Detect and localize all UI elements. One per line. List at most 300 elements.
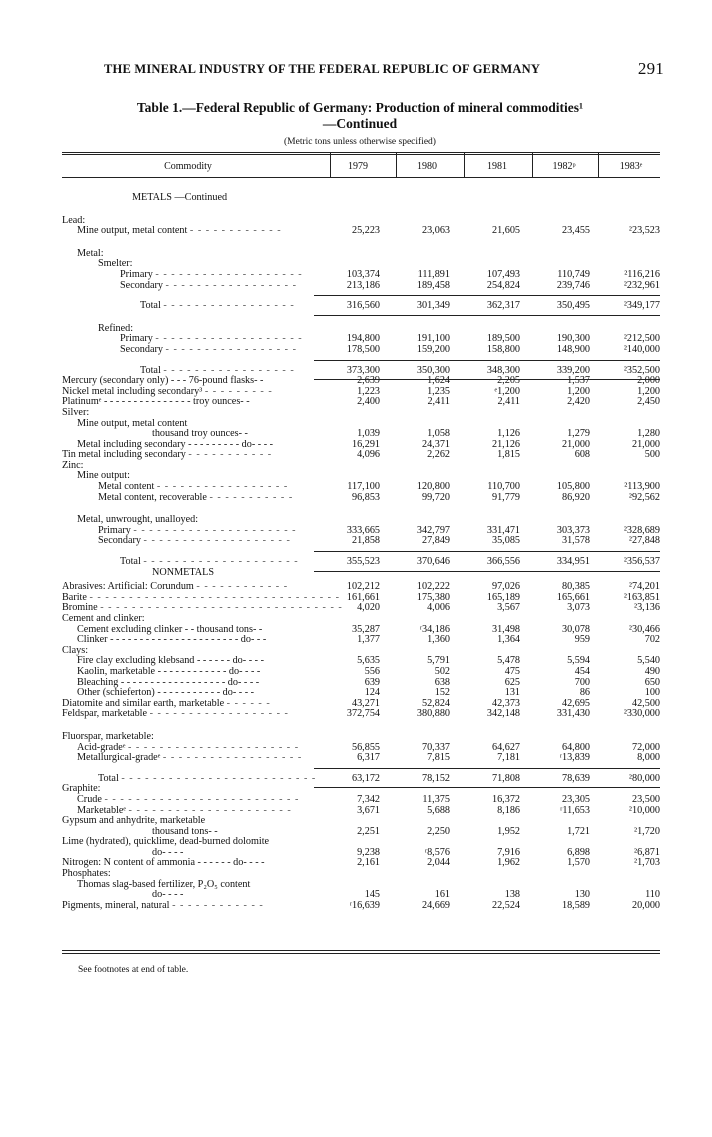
value-1983: ²6,871 [634,846,660,858]
value-1980: 1,360 [427,634,450,646]
commodity-name: Mercury (secondary only) - - - 76-pound flasks- - [62,375,264,387]
value-1980: 370,646 [416,556,450,568]
value-1981: 110,700 [487,481,520,493]
value-1983 [590,408,660,419]
dot-leader: - - - - - - - - - - - - - - - - - - [162,752,303,764]
value-1980: 5,688 [427,804,450,816]
table-row [62,578,660,593]
value-1981: 71,808 [491,772,520,784]
value-1980: 191,100 [416,333,450,345]
commodity-label [62,503,314,526]
value-1981: 1,815 [497,449,520,461]
value-1980: 11,375 [422,793,450,805]
value-1982: 31,578 [561,535,590,547]
value-1980: 24,669 [421,899,450,911]
value-1980 [380,720,450,743]
commodity-name: Marketableᵉ [77,804,126,816]
value-1981: 2,411 [497,396,520,408]
value-1979 [314,503,380,526]
value-1980: 380,880 [416,708,450,720]
dot-leader: - - - - - - - - - - - - - - - - - - - - - - - - - - - - - - - [100,602,343,614]
value-1981: 2,205 [497,375,520,387]
value-1982: 165,661 [556,591,590,603]
value-1980: 78,152 [421,772,450,784]
value-1983: 500 [644,449,660,461]
value-1982 [520,408,590,419]
value-1980: 111,891 [417,268,450,280]
table-row [62,536,660,547]
value-1982: 110,749 [557,268,590,280]
value-1983: 1,200 [637,385,660,397]
value-1983 [590,869,660,880]
commodity-label [62,753,314,764]
value-1983: 110 [645,889,660,901]
running-header [104,59,664,78]
value-1982: 1,570 [567,857,590,869]
value-1983 [590,503,660,526]
dot-leader: - - - - - - - - - - - - - - - - - [163,300,295,312]
table-row [62,709,660,720]
value-1981: 1,364 [497,634,520,646]
value-1982: 105,800 [556,481,590,493]
table-row [62,226,660,237]
value-1979: 2,639 [357,375,380,387]
total-rule [314,360,660,361]
value-1982: 608 [574,449,590,461]
value-1979 [314,237,380,260]
commodity-name: Phosphates: [62,868,111,880]
value-1979: 21,858 [351,535,380,547]
commodity-name: Total [140,300,161,312]
commodity-name: thousand tons- - [152,825,218,837]
table-row [62,503,660,526]
commodity-name: Mine output, metal content [77,225,188,237]
value-1982: 350,495 [556,300,590,312]
commodity-name: Kaolin, marketable - - - - - - - - - - - - do- - - - [77,665,261,677]
commodity-name: Clays: [62,644,89,656]
value-1983: 20,000 [631,899,660,911]
value-1979: 3,671 [357,804,380,816]
value-1980 [380,461,450,472]
header-bottom-rule [62,177,660,178]
value-1982: ʳ13,839 [559,752,590,764]
value-1983: ²80,000 [628,772,660,784]
value-1982: 239,746 [556,279,590,291]
value-1983: ²27,848 [628,535,660,547]
commodity-name: Metal content [98,481,155,493]
value-1981: 331,471 [486,524,520,536]
value-1982: 3,073 [567,602,590,614]
value-1981: 22,524 [491,899,520,911]
value-1981: 1,126 [497,428,520,440]
value-1981: 42,373 [491,697,520,709]
table-row [62,345,660,356]
commodity-name: Mine output: [77,470,130,482]
commodity-name: Smelter: [98,258,133,270]
value-1981 [450,720,520,743]
value-1982: 1,279 [567,428,590,440]
col-header-1981: 1981 [487,161,507,172]
value-1981: 254,824 [486,279,520,291]
col-header-commodity: Commodity [164,161,212,172]
table-row [62,603,660,614]
commodity-name: Crude [77,793,102,805]
value-1982: 18,589 [561,899,590,911]
commodity-name: Barite [62,591,87,603]
value-1979 [314,204,380,227]
commodity-label [62,635,314,646]
value-1983: 2,450 [637,396,660,408]
value-1983: 702 [644,634,660,646]
commodity-name: Pigments, mineral, natural [62,899,170,911]
commodity-name: Metal: [77,247,104,259]
value-1980: 638 [434,676,450,688]
value-1980: 301,349 [416,300,450,312]
value-1980 [380,237,450,260]
value-1982 [520,461,590,472]
dot-leader: - - - - - - - - - - - - - - - - - [163,364,295,376]
value-1982: 1,721 [567,825,590,837]
commodity-label [62,450,314,461]
commodity-label [62,901,314,912]
value-1982: 339,200 [556,364,590,376]
value-1981: 16,372 [491,793,520,805]
commodity-label [62,568,314,579]
table-row [62,281,660,292]
commodity-name: Clinker - - - - - - - - - - - - - - - - - - - - - - do- - - [77,634,267,646]
value-1979: 194,800 [346,333,380,345]
commodity-name: Other (schieferton) - - - - - - - - - - - do- - - - [77,687,255,699]
value-1980: 27,849 [421,535,450,547]
commodity-label [62,764,317,785]
value-1980: 1,058 [427,428,450,440]
value-1981: 64,627 [491,741,520,753]
commodity-label [62,312,314,335]
value-1983 [590,461,660,472]
value-1979 [314,869,380,880]
value-1979 [314,614,380,625]
table-row [62,753,660,764]
commodity-name: Gypsum and anhydrite, marketable [62,815,206,827]
dot-leader: - - - - - - - - - - - - - - - - - [165,343,297,355]
value-1980 [380,869,450,880]
value-1982 [520,720,590,743]
value-1979: 372,754 [346,708,380,720]
value-1981: 131 [504,687,520,699]
value-1980: 24,371 [421,438,450,450]
value-1979: 355,523 [346,556,380,568]
value-1982: 1,537 [567,375,590,387]
value-1982: 78,639 [561,772,590,784]
table-row [62,237,660,260]
value-1981: 8,186 [497,804,520,816]
commodity-label [62,578,314,593]
value-1980 [380,408,450,419]
value-1983: ²352,500 [623,364,660,376]
value-1981: 342,148 [486,708,520,720]
commodity-name: Lime (hydrated), quicklime, dead-burned dolomite [62,836,270,848]
value-1979: 35,287 [351,623,380,635]
table-row [62,450,660,461]
col-header-1979: 1979 [348,161,368,172]
total-underline [314,787,660,788]
value-1983 [590,204,660,227]
value-1980: 2,044 [427,857,450,869]
commodity-name: Fire clay excluding klebsand - - - - - - do- - - - [77,655,264,667]
dot-leader: - - - - - - - - - [204,385,273,397]
commodity-name: METALS —Continued [132,192,228,203]
dot-leader: - - - - - - - - - - - - - - - - - - - - - [128,804,292,816]
commodity-label [62,397,314,408]
value-1979: 639 [364,676,380,688]
value-1983: 5,540 [637,655,660,667]
value-1979: 161,661 [346,591,380,603]
value-1980: 70,337 [421,741,450,753]
value-1980 [380,204,450,227]
value-1979: 117,100 [347,481,380,493]
commodity-label [62,720,314,743]
dot-leader: - - - - - - - - - - - - - - - - - - [149,708,289,720]
value-1981: 189,500 [486,333,520,345]
value-1981: 21,605 [491,225,520,237]
value-1979: 56,855 [351,741,380,753]
value-1982: 1,200 [567,385,590,397]
value-1982: 148,900 [556,343,590,355]
dot-leader: - - - - - - - - - - - - [196,581,289,593]
value-1983: ²116,216 [624,268,660,280]
value-1979 [314,720,380,743]
value-1981: 348,300 [486,364,520,376]
value-1983: ²30,466 [628,623,660,635]
value-1979: 124 [364,687,380,699]
dot-leader: - - - - - - - - - - - - - - - - - [165,279,297,291]
commodity-name: Metal content, recoverable [98,491,207,503]
value-1982: 5,594 [567,655,590,667]
value-1981 [450,614,520,625]
commodity-label [62,291,314,312]
value-1979: 102,212 [346,581,380,593]
value-1981: 138 [504,889,520,901]
value-1983: ²349,177 [623,300,660,312]
value-1982 [520,869,590,880]
value-1981: 3,567 [497,602,520,614]
value-1979: 1,377 [357,634,380,646]
value-1982 [520,568,590,579]
value-1979: 43,271 [351,697,380,709]
value-1982: 190,300 [556,333,590,345]
value-1981: 475 [504,665,520,677]
commodity-label [62,356,314,377]
value-1979: 63,172 [351,772,380,784]
page-number: 291 [637,59,664,78]
value-1981 [450,408,520,419]
value-1982: 303,373 [556,524,590,536]
commodity-label [62,189,314,204]
value-1980: ʳ34,186 [419,623,450,635]
total-underline [314,379,660,380]
value-1982: 42,695 [561,697,590,709]
table-row [62,461,660,472]
value-1981 [450,237,520,260]
value-1981: 1,962 [497,857,520,869]
value-1982: 2,420 [567,396,590,408]
value-1983: ²74,201 [628,581,660,593]
value-1980 [380,568,450,579]
value-1983: ²232,961 [623,279,660,291]
commodity-name: Fluorspar, marketable: [62,730,154,742]
dot-leader: - - - - - - - - - - - - - - - - - - - - - [133,524,297,536]
commodity-label [62,880,314,891]
value-1980: 342,797 [416,524,450,536]
commodity-name: Secondary [98,535,141,547]
value-1980: 99,720 [421,491,450,503]
commodity-name: Platinumᵉ - - - - - - - - - - - - - - - troy ounces- - [62,396,250,408]
value-1980: 161 [434,889,450,901]
units-note: (Metric tons unless otherwise specified) [284,137,436,147]
commodity-name: Total [140,364,161,376]
commodity-name: Tin metal including secondary [62,449,186,461]
value-1980: 1,624 [427,375,450,387]
value-1982: 64,800 [561,741,590,753]
value-1980: 502 [434,665,450,677]
value-1981: 31,498 [491,623,520,635]
commodity-label [62,709,314,720]
value-1982 [520,237,590,260]
value-1981: 625 [504,676,520,688]
value-1981: 5,478 [497,655,520,667]
value-1983: ²10,000 [628,804,660,816]
commodity-name: Total [120,556,141,568]
commodity-name: Bromine [62,602,98,614]
dot-leader: - - - - - - - - - - - - - - - - - - - - [143,556,299,568]
value-1983 [590,237,660,260]
value-1982: ʳ11,653 [560,804,590,816]
value-1983: ²113,900 [624,481,660,493]
dot-leader: - - - - - - - - - - - - - - - - - - - - - - - - - [121,772,317,784]
value-1979: 4,020 [357,602,380,614]
total-underline [314,315,660,316]
commodity-name: Cement and clinker: [62,613,145,624]
value-1979: 4,096 [357,449,380,461]
value-1980: 7,815 [427,752,450,764]
value-1983: 100 [644,687,660,699]
commodity-name: do- - - - [152,889,184,901]
value-1981: ᵉ1,200 [494,385,520,397]
value-1982: 23,455 [561,225,590,237]
dot-leader: - - - - - - - - - - - - - - - - - [156,481,289,493]
value-1982 [520,204,590,227]
value-1983 [590,189,660,204]
value-1980: 5,791 [427,655,450,667]
commodity-name: Metallurgical-gradeᵉ [77,752,161,764]
col-header-1983: 1983ᵉ [619,161,643,172]
value-1981 [450,503,520,526]
commodity-label [62,204,314,227]
value-1982: 30,078 [561,623,590,635]
col-header-1980: 1980 [417,161,437,172]
total-rule [314,551,660,552]
value-1980: ʳ8,576 [424,846,450,858]
value-1979: 103,374 [346,268,380,280]
commodity-name: Primary [120,333,153,345]
dot-leader: - - - - - - - - - - - - - - - - - - - - - - - - - [104,793,300,805]
value-1980: 52,824 [421,697,450,709]
commodity-label [62,536,314,547]
value-1983: ²140,000 [623,343,660,355]
commodity-name: Primary [98,524,131,536]
value-1980: 152 [434,687,450,699]
dot-leader: - - - - - - - - - - - - - - - - - - - - - - [127,741,300,753]
value-1983: 650 [644,676,660,688]
running-title: THE MINERAL INDUSTRY OF THE FEDERAL REPUBLIC OF GERMANY [104,62,541,76]
commodity-label [62,237,314,260]
dot-leader: - - - - - - - - - - - - [172,899,264,911]
commodity-name: Secondary [120,343,163,355]
total-rule [314,295,660,296]
value-1981: 107,493 [486,268,520,280]
value-1980: 23,063 [421,225,450,237]
value-1983: ²356,537 [623,556,660,568]
commodity-label [62,226,314,237]
value-1979: ʳ16,639 [349,899,380,911]
table-row [62,493,660,504]
value-1982: 454 [574,665,590,677]
value-1979: 556 [364,665,380,677]
value-1979: 5,635 [357,655,380,667]
value-1981: 91,779 [491,491,520,503]
value-1980: 120,800 [416,481,450,493]
value-1983: ²23,523 [628,225,660,237]
table-title: Table 1.—Federal Republic of Germany: Production of mineral commodities¹ [136,100,584,115]
table-row [62,189,660,204]
commodity-name: Feldspar, marketable [62,708,148,720]
value-1982: 959 [574,634,590,646]
dot-leader: - - - - - - - - - - - - - - - - - - - [155,268,303,280]
commodity-label [62,281,314,292]
table-row [62,397,660,408]
value-1981 [450,869,520,880]
table-bottom-rule [62,950,660,951]
commodity-name: Total [98,772,119,784]
footnote-reference: See footnotes at end of table. [78,965,189,975]
value-1983: 72,000 [631,741,660,753]
value-1979: 2,400 [357,396,380,408]
dot-leader: - - - - - - - - - - - - [189,225,282,237]
value-1983 [590,614,660,625]
value-1983: 2,000 [637,375,660,387]
table-row [62,568,660,579]
value-1979: 6,317 [357,752,380,764]
value-1980: 350,300 [416,364,450,376]
value-1983: ²3,136 [634,602,660,614]
value-1982: 23,305 [561,793,590,805]
value-1979: 96,853 [351,491,380,503]
total-underline [314,571,660,572]
value-1980: 4,006 [427,602,450,614]
value-1981 [450,461,520,472]
value-1981: 366,556 [486,556,520,568]
table-row [62,901,660,912]
commodity-name: Graphite: [62,783,101,795]
value-1983: 21,000 [631,438,660,450]
commodity-name: Abrasives: Artificial: Corundum [62,581,194,593]
value-1979: 1,223 [357,385,380,397]
value-1983: ²1,720 [634,825,660,837]
dot-leader: - - - - - - [226,697,271,709]
dot-leader: - - - - - - - - - - - - - - - - - - - [143,535,291,547]
value-1982: 6,898 [567,846,590,858]
commodity-name: Nickel metal including secondary³ [62,385,203,397]
